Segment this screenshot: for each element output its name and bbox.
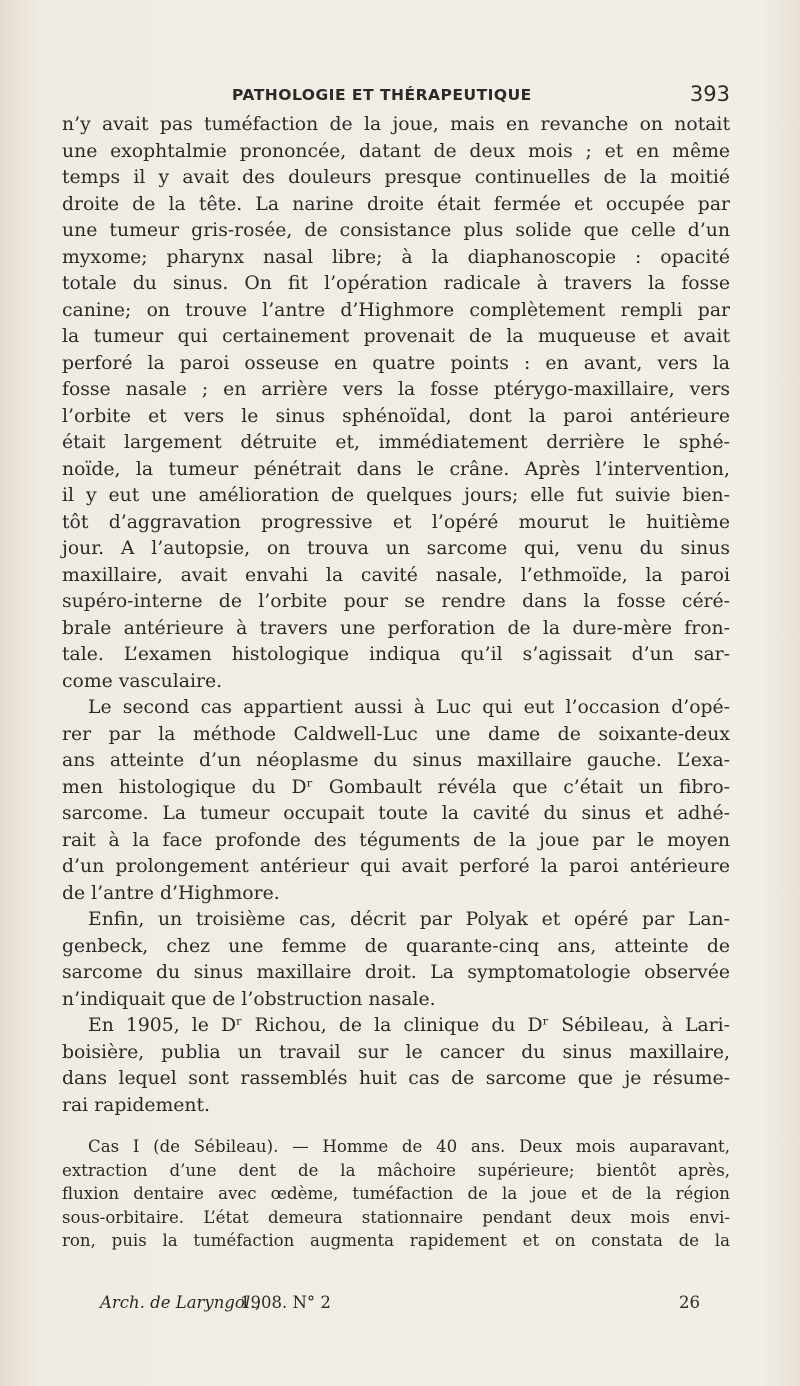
- text-line: supéro-interne de l’orbite pour se rendre dans la fosse céré-: [62, 591, 730, 612]
- text-line: n’indiquait que de l’obstruction nasale.: [62, 988, 436, 1010]
- text-line: droite de la tête. La narine droite était fermée et occupée par: [62, 193, 730, 215]
- text-line: tale. L’examen histologique indiqua qu’il s’agissait d’un sar-: [62, 644, 730, 665]
- text-line: totale du sinus. On fit l’opération radicale à travers la fosse: [62, 273, 730, 294]
- text-line: sarcome. La tumeur occupait toute la cavité du sinus et adhé-: [62, 803, 730, 824]
- page-number: 393: [689, 82, 730, 106]
- text-line: temps il y avait des douleurs presque continuelles de la moitié: [62, 167, 730, 188]
- text-line: de l’antre d’Highmore.: [62, 882, 280, 904]
- text-line: d’un prolongement antérieur qui avait perforé la paroi antérieure: [62, 856, 730, 877]
- text-line: brale antérieure à travers une perforation de la dure-mère fron-: [62, 617, 730, 639]
- case-line: extraction d’une dent de la mâchoire supérieure; bientôt après,: [62, 1160, 730, 1180]
- signature-mark: 26: [679, 1293, 700, 1312]
- case-line: sous-orbitaire. L’état demeura stationnaire pendant deux mois envi-: [62, 1207, 730, 1227]
- text-line: tôt d’aggravation progressive et l’opéré mourut le huitième: [62, 511, 730, 533]
- text-line: était largement détruite et, immédiatement derrière le sphé-: [62, 432, 730, 453]
- text-line: rait à la face profonde des téguments de la joue par le moyen: [62, 829, 730, 851]
- text-line: sarcome du sinus maxillaire droit. La symptomatologie observée: [62, 962, 730, 983]
- page-header: [62, 82, 730, 112]
- text-line: perforé la paroi osseuse en quatre points : en avant, vers la: [62, 352, 730, 374]
- text-line: n’y avait pas tuméfaction de la joue, mais en revanche on notait: [62, 114, 730, 135]
- text-line: boisière, publia un travail sur le cancer du sinus maxillaire,: [62, 1041, 730, 1063]
- journal-issue: 1908. N° 2: [240, 1293, 331, 1312]
- case-report: [62, 1135, 730, 1253]
- text-line: jour. A l’autopsie, on trouva un sarcome qui, venu du sinus: [62, 538, 730, 559]
- text-line: genbeck, chez une femme de quarante-cinq ans, atteinte de: [62, 935, 730, 957]
- text-line: dans lequel sont rassemblés huit cas de sarcome que je résume-: [62, 1068, 730, 1089]
- text-line: canine; on trouve l’antre d’Highmore complètement rempli par: [62, 299, 730, 321]
- text-line: En 1905, le Dʳ Richou, de la clinique du Dʳ Sébileau, à Lari-: [88, 1015, 730, 1036]
- text-line: l’orbite et vers le sinus sphénoïdal, dont la paroi antérieure: [62, 405, 730, 427]
- page-footer: [100, 1293, 700, 1319]
- text-line: il y eut une amélioration de quelques jours; elle fut suivie bien-: [62, 485, 730, 506]
- case-line: fluxion dentaire avec œdème, tuméfaction de la joue et de la région: [62, 1184, 730, 1203]
- running-title: PATHOLOGIE ET THÉRAPEUTIQUE: [232, 86, 532, 104]
- text-line: une exophtalmie prononcée, datant de deux mois ; et en même: [62, 140, 730, 162]
- text-line: men histologique du Dʳ Gombault révéla que c’était un fibro-: [62, 776, 730, 798]
- body-text: [62, 112, 730, 1253]
- text-line: Enfin, un troisième cas, décrit par Polyak et opéré par Lan-: [88, 909, 730, 930]
- journal-title: Arch. de Laryngol.,: [100, 1293, 261, 1312]
- text-line: maxillaire, avait envahi la cavité nasale, l’ethmoïde, la paroi: [62, 564, 730, 586]
- text-line: fosse nasale ; en arrière vers la fosse ptérygo-maxillaire, vers: [62, 379, 730, 400]
- text-line: ans atteinte d’un néoplasme du sinus maxillaire gauche. L’exa-: [62, 750, 730, 771]
- text-line: Le second cas appartient aussi à Luc qui eut l’occasion d’opé-: [88, 697, 730, 718]
- text-line: rer par la méthode Caldwell-Luc une dame de soixante-deux: [62, 723, 730, 745]
- text-line: rai rapidement.: [62, 1094, 211, 1116]
- text-line: noïde, la tumeur pénétrait dans le crâne. Après l’intervention,: [62, 458, 730, 480]
- text-line: la tumeur qui certainement provenait de la muqueuse et avait: [62, 326, 730, 347]
- text-line: une tumeur gris-rosée, de consistance plus solide que celle d’un: [62, 220, 730, 241]
- text-line: come vasculaire.: [62, 670, 223, 692]
- text-line: myxome; pharynx nasal libre; à la diaphanoscopie : opacité: [62, 246, 730, 268]
- case-line: ron, puis la tuméfaction augmenta rapidement et on constata de la: [62, 1231, 730, 1250]
- case-line: Cas I (de Sébileau). — Homme de 40 ans. Deux mois auparavant,: [88, 1137, 730, 1156]
